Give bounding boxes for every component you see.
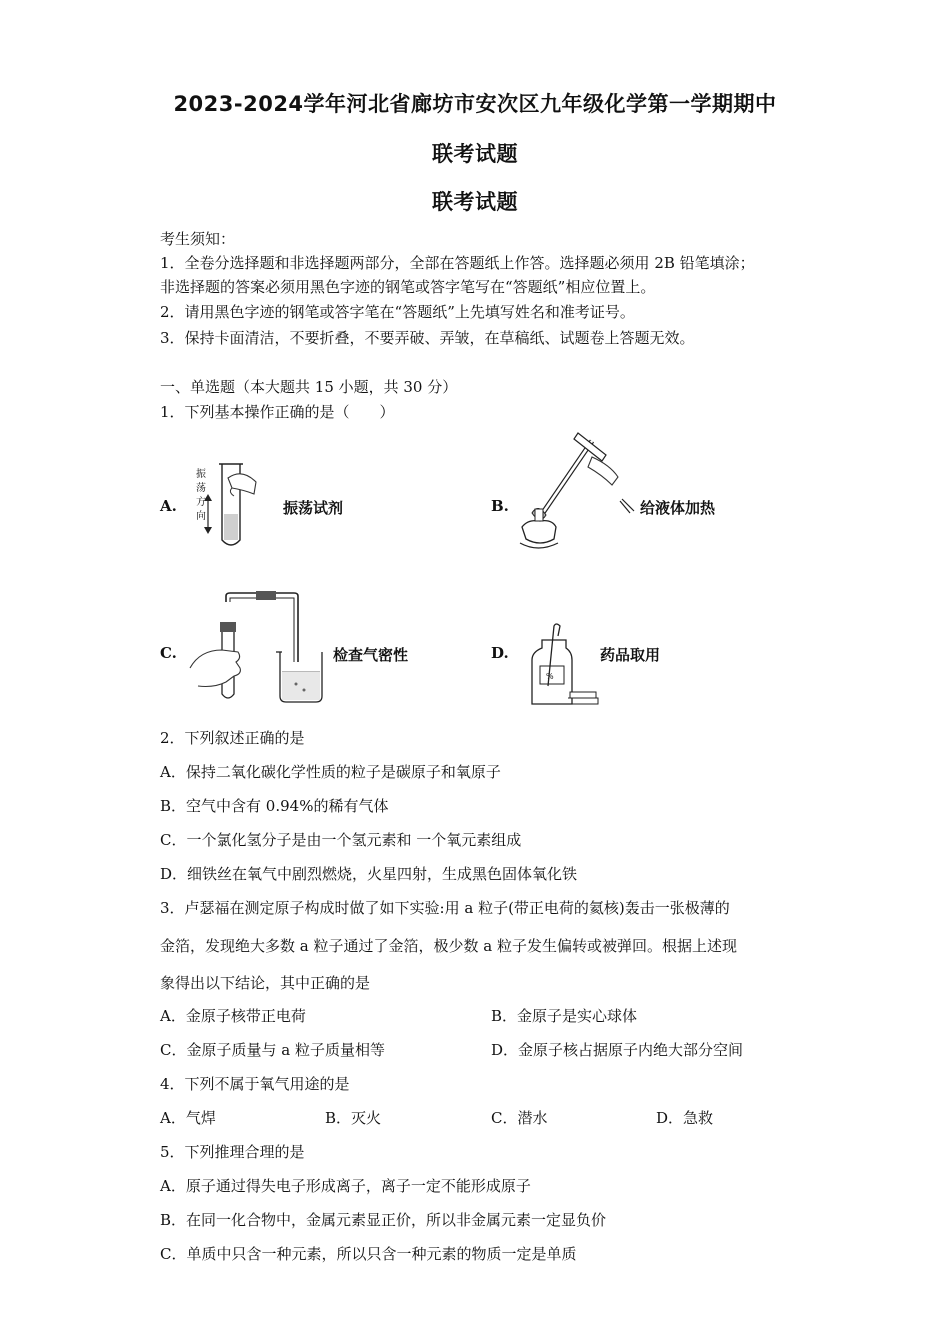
notice-item-2: 2．请用黑色字迹的钢笔或答字笔在“答题纸”上先填写姓名和准考证号。 xyxy=(160,303,635,321)
q1-stem: 1．下列基本操作正确的是（ ） xyxy=(160,403,395,421)
shake-direction-char: 振 xyxy=(196,469,206,480)
q1-option-a-caption: 振荡试剂 xyxy=(283,499,344,517)
heating-liquid-figure xyxy=(518,435,638,555)
q4-option-b: B．灭火 xyxy=(325,1109,382,1127)
section-heading: 一、单选题（本大题共 15 小题，共 30 分） xyxy=(160,378,458,396)
q3-option-c: C．金原子质量与 a 粒子质量相等 xyxy=(160,1041,385,1059)
q2-option-b: B．空气中含有 0.94%的稀有气体 xyxy=(160,797,389,815)
q1-option-d-caption: 药品取用 xyxy=(600,646,661,664)
q1-option-b-caption: 给液体加热 xyxy=(640,499,716,517)
q3-stem-line2: 金箔，发现绝大多数 a 粒子通过了金箔，极少数 a 粒子发生偏转或被弹回。根据上述现 xyxy=(160,937,737,955)
exam-title-line1: 2023-2024学年河北省廊坊市安次区九年级化学第一学期期中 xyxy=(173,92,777,116)
q1-option-b-label: B. xyxy=(491,497,509,515)
q3-stem-line1: 3．卢瑟福在测定原子构成时做了如下实验:用 a 粒子(带正电荷的氦核)轰击一张极薄的 xyxy=(160,899,730,917)
q3-option-d: D．金原子核占据原子内绝大部分空间 xyxy=(491,1041,744,1059)
q1-option-c-caption: 检查气密性 xyxy=(333,646,409,664)
notice-item-1a: 1．全卷分选择题和非选择题两部分，全部在答题纸上作答。选择题必须用 2B 铅笔填涂； xyxy=(160,254,755,272)
q2-option-a: A．保持二氧化碳化学性质的粒子是碳原子和氧原子 xyxy=(160,763,501,781)
q3-stem-line3: 象得出以下结论，其中正确的是 xyxy=(160,974,371,992)
q4-option-d: D．急救 xyxy=(656,1109,714,1127)
q5-option-a: A．原子通过得失电子形成离子，离子一定不能形成原子 xyxy=(160,1177,531,1195)
q1-option-c-label: C. xyxy=(160,644,177,662)
notice-item-3: 3．保持卡面清洁，不要折叠，不要弄破、弄皱，在草稿纸、试题卷上答题无效。 xyxy=(160,329,695,347)
q4-stem: 4．下列不属于氧气用途的是 xyxy=(160,1075,350,1093)
q5-option-c: C．单质中只含一种元素，所以只含一种元素的物质一定是单质 xyxy=(160,1245,577,1263)
shake-direction-char: 向 xyxy=(196,511,206,522)
shake-direction-label xyxy=(192,468,210,524)
exam-title-line3: 联考试题 xyxy=(432,190,518,214)
bottle-label-text: % xyxy=(546,672,554,681)
shake-direction-char: 荡 xyxy=(196,483,206,494)
q1-option-a-label: A. xyxy=(160,497,177,515)
q2-option-d: D．细铁丝在氧气中剧烈燃烧，火星四射，生成黑色固体氧化铁 xyxy=(160,865,578,883)
q2-option-c: C．一个氯化氢分子是由一个氢元素和 一个氧元素组成 xyxy=(160,831,522,849)
q4-option-a: A．气焊 xyxy=(160,1109,216,1127)
q3-option-a: A．金原子核带正电荷 xyxy=(160,1007,306,1025)
q5-stem: 5．下列推理合理的是 xyxy=(160,1143,305,1161)
q5-option-b: B．在同一化合物中，金属元素显正价，所以非金属元素一定显负价 xyxy=(160,1211,607,1229)
q3-option-b: B．金原子是实心球体 xyxy=(491,1007,638,1025)
notice-heading: 考生须知： xyxy=(160,230,236,248)
q2-stem: 2．下列叙述正确的是 xyxy=(160,729,305,747)
exam-title-line2: 联考试题 xyxy=(432,142,518,166)
reagent-bottle-figure xyxy=(522,624,612,706)
q1-option-d-label: D. xyxy=(491,644,509,662)
shake-direction-char: 方 xyxy=(196,497,206,508)
airtightness-check-figure xyxy=(186,592,326,707)
notice-item-1b: 非选择题的答案必须用黑色字迹的钢笔或答字笔写在“答题纸”相应位置上。 xyxy=(160,278,656,296)
q4-option-c: C．潜水 xyxy=(491,1109,548,1127)
